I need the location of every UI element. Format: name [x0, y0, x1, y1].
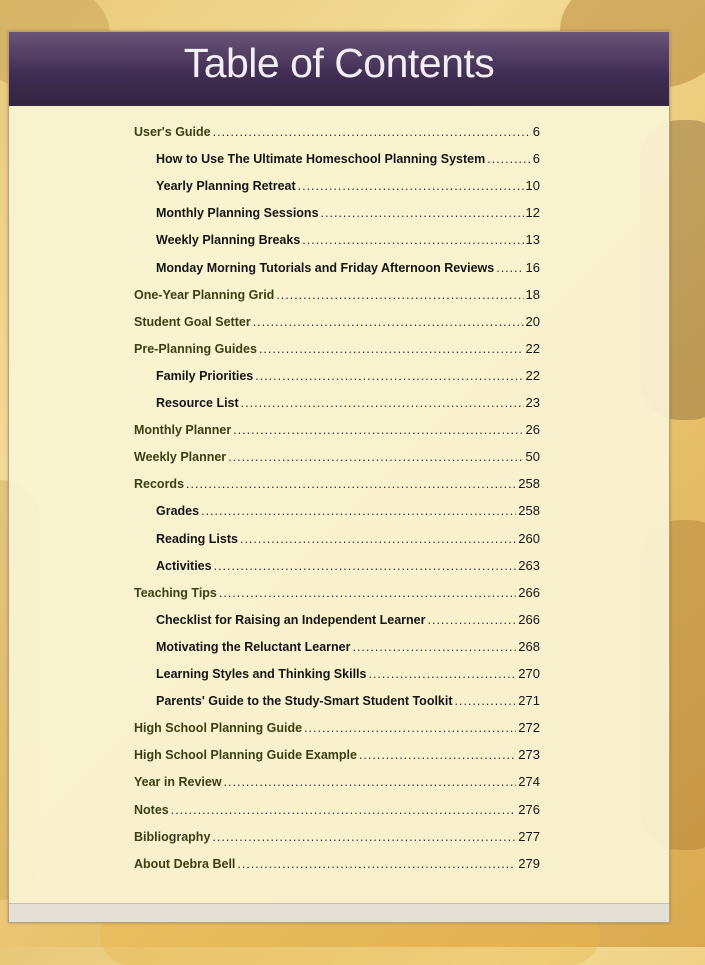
toc-entry-title: Yearly Planning Retreat — [156, 179, 296, 193]
toc-entry — [134, 314, 540, 329]
dot-leader — [241, 396, 524, 410]
toc-page-number: 279 — [518, 856, 540, 871]
dot-leader — [233, 423, 523, 437]
toc-entry — [156, 178, 540, 193]
toc-entry — [156, 639, 540, 654]
toc-entry-title: Student Goal Setter — [134, 315, 251, 329]
dot-leader — [428, 613, 517, 627]
toc-entry-title: Monthly Planner — [134, 423, 232, 437]
dot-leader — [253, 315, 524, 329]
toc-page-number: 268 — [518, 639, 540, 654]
dot-leader — [214, 559, 517, 573]
toc-page-number: 22 — [525, 368, 540, 383]
toc-page-number: 270 — [518, 666, 540, 681]
toc-entry — [156, 205, 540, 220]
dot-leader — [186, 477, 516, 491]
toc-page-number: 16 — [525, 260, 540, 275]
toc-entry — [134, 287, 540, 302]
dot-leader — [201, 504, 516, 518]
toc-entry-title: Motivating the Reluctant Learner — [156, 640, 351, 654]
toc-page-number: 272 — [518, 720, 540, 735]
toc-entry-title: About Debra Bell — [134, 857, 236, 871]
dot-leader — [224, 775, 517, 789]
toc-entry — [134, 585, 540, 600]
title-bar — [9, 32, 669, 106]
toc-page-number: 23 — [525, 395, 540, 410]
toc-entry-title: High School Planning Guide Example — [134, 748, 357, 762]
dot-leader — [237, 857, 516, 871]
toc-entry — [134, 829, 540, 844]
dot-leader — [255, 369, 523, 383]
toc-page-number: 276 — [518, 802, 540, 817]
toc-page-number: 266 — [518, 612, 540, 627]
toc-entry-title: Teaching Tips — [134, 586, 217, 600]
toc-entry-title: How to Use The Ultimate Homeschool Planning System — [156, 152, 486, 166]
toc-entry — [156, 260, 540, 275]
toc-entry-title: Activities — [156, 559, 212, 573]
toc-page-number: 258 — [518, 503, 540, 518]
toc-page-number: 22 — [525, 341, 540, 356]
toc-entry-title: Monday Morning Tutorials and Friday Afternoon Reviews — [156, 261, 495, 275]
page-title: Table of Contents — [183, 40, 495, 86]
toc-entry — [156, 232, 540, 247]
toc-page-number: 18 — [525, 287, 540, 302]
toc-entry-title: Notes — [134, 803, 169, 817]
toc-entry — [156, 558, 540, 573]
contents-panel — [8, 31, 670, 923]
toc-entry — [134, 422, 540, 437]
toc-entry-title: Weekly Planner — [134, 450, 227, 464]
toc-entry-title: High School Planning Guide — [134, 721, 303, 735]
toc-page-number: 258 — [518, 476, 540, 491]
toc-page-number: 271 — [518, 693, 540, 708]
dot-leader — [352, 640, 516, 654]
toc-entry — [134, 476, 540, 491]
toc-entry-title: Reading Lists — [156, 532, 238, 546]
toc-entry-title: Pre-Planning Guides — [134, 342, 257, 356]
toc-entry-title: Records — [134, 477, 185, 491]
toc-page-number: 6 — [532, 151, 540, 166]
toc-entry — [156, 666, 540, 681]
toc-entry — [134, 856, 540, 871]
toc-entry-title: Learning Styles and Thinking Skills — [156, 667, 367, 681]
toc-page-number: 266 — [518, 585, 540, 600]
toc-entry — [134, 747, 540, 762]
toc-page-number: 260 — [518, 531, 540, 546]
toc-entry-title: Family Priorities — [156, 369, 254, 383]
toc-page-number: 6 — [532, 124, 540, 139]
toc-entry-title: Year in Review — [134, 775, 222, 789]
toc-entry-title: Bibliography — [134, 830, 211, 844]
dot-leader — [212, 830, 516, 844]
toc-page-number: 10 — [525, 178, 540, 193]
dot-leader — [304, 721, 516, 735]
toc-entry-title: One-Year Planning Grid — [134, 288, 275, 302]
toc-entry — [134, 774, 540, 789]
toc-page-number: 263 — [518, 558, 540, 573]
toc-entry-title: Monthly Planning Sessions — [156, 206, 319, 220]
dot-leader — [302, 233, 523, 247]
toc-page-number: 50 — [525, 449, 540, 464]
dot-leader — [276, 288, 523, 302]
toc-entry — [156, 612, 540, 627]
toc-page-number: 20 — [525, 314, 540, 329]
toc-page-number: 274 — [518, 774, 540, 789]
dot-leader — [455, 694, 517, 708]
dot-leader — [259, 342, 524, 356]
dot-leader — [321, 206, 524, 220]
toc-page-number: 13 — [525, 232, 540, 247]
toc-entry-title: Resource List — [156, 396, 239, 410]
dot-leader — [298, 179, 524, 193]
dot-leader — [359, 748, 516, 762]
toc-entry — [156, 368, 540, 383]
toc-page-number: 273 — [518, 747, 540, 762]
toc-entry-title: User's Guide — [134, 125, 211, 139]
toc-entry — [156, 395, 540, 410]
dot-leader — [496, 261, 523, 275]
toc-entry-title: Parents' Guide to the Study-Smart Student Toolkit — [156, 694, 453, 708]
toc-entry — [134, 341, 540, 356]
dot-leader — [228, 450, 523, 464]
toc-entry-title: Checklist for Raising an Independent Learner — [156, 613, 426, 627]
toc-entry — [156, 531, 540, 546]
dot-leader — [171, 803, 517, 817]
footer-band — [9, 903, 669, 922]
dot-leader — [219, 586, 516, 600]
toc-entry — [156, 151, 540, 166]
toc-entry-title: Grades — [156, 504, 200, 518]
dot-leader — [368, 667, 516, 681]
dot-leader — [213, 125, 531, 139]
toc-entry — [156, 693, 540, 708]
toc-entry — [134, 720, 540, 735]
toc-page-number: 277 — [518, 829, 540, 844]
toc-page-number: 26 — [525, 422, 540, 437]
toc-page-number: 12 — [525, 205, 540, 220]
toc-entry — [156, 503, 540, 518]
dot-leader — [240, 532, 516, 546]
toc-entry — [134, 449, 540, 464]
toc-entry-title: Weekly Planning Breaks — [156, 233, 301, 247]
toc-entry — [134, 124, 540, 139]
dot-leader — [487, 152, 531, 166]
toc-entry — [134, 802, 540, 817]
